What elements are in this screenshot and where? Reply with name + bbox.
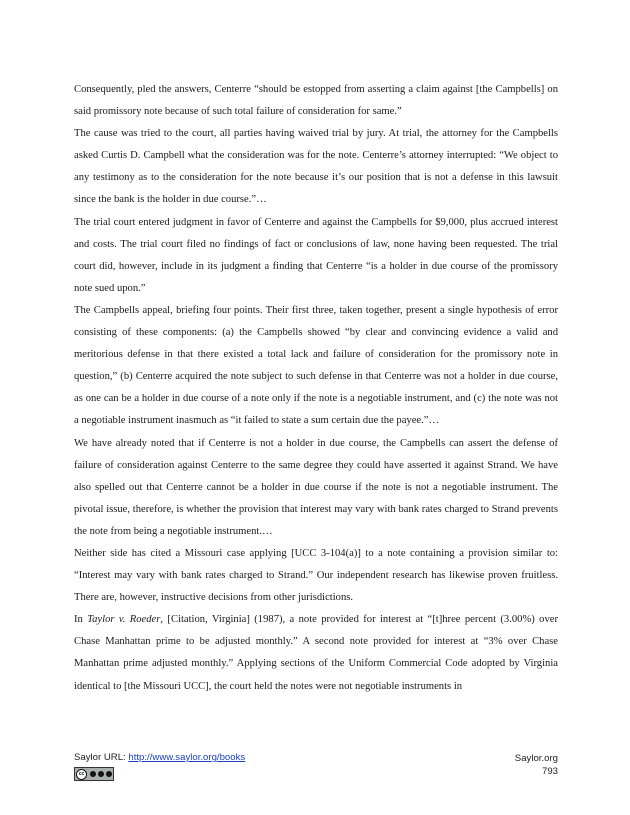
paragraph-1: Consequently, pled the answers, Centerre “should be estopped from asserting a claim against [the Campbells] on said promissory note because of such total failure of consideration for same.” [74,84,558,118]
paragraph-3: The trial court entered judgment in favor of Centerre and against the Campbells for $9,000, plus accrued interest and costs. The trial court filed no findings of fact or conclusions of law, none having been requested. The trial court did, however, include in its judgment a finding that Centerre “is a holder in due course of the promissory note sued upon.” [74,216,558,294]
cc-logo-icon: cc [76,769,87,780]
paragraph-6: Neither side has cited a Missouri case applying [UCC 3-104(a)] to a note containing a provision similar to: “Interest may vary with bank rates charged to Strand.” Our independent research has likewise proven fruitless. There are, however, instructive decisions from other jurisdictions. [74,547,558,604]
cc-license-icon [74,767,114,781]
paragraph-7-text: , [Citation, Virginia] (1987), a note provided for interest at “[t]hree percent (3.00%) over Chase Manhattan prime to be adjusted monthly.” A second note provided for interest at “3% over Chase Manhattan prime adjusted monthly.” Applying sections of the Uniform Commercial Code adopted by Virginia identical to [the Missouri UCC], the court held the notes were not negotiable instruments in [74,614,558,692]
footer-page-info [515,752,558,778]
paragraph-5: We have already noted that if Centerre is not a holder in due course, the Campbells can assert the defense of failure of consideration against Centerre to the same degree they could have asserted it against Strand. We have also spelled out that Centerre cannot be a holder in due course if the note is not a negotiable instrument. The pivotal issue, therefore, is whether the provision that interest may vary with bank rates charged to Strand prevents the note from being a negotiable instrument.… [74,437,558,537]
footer-url-link[interactable]: http://www.saylor.org/books [128,752,246,763]
footer-url-label: Saylor URL: [74,752,129,763]
paragraph-2: The cause was tried to the court, all parties having waived trial by jury. At trial, the attorney for the Campbells asked Curtis D. Campbell what the consideration was for the note. Centerre’s attorney interrupted: “We object to any testimony as to the consideration for the note because it’s our position that is not a defense in this lawsuit since the bank is the holder in due course.”… [74,128,558,206]
nc-icon [98,771,104,777]
by-icon [90,771,96,777]
paragraph-7 [74,609,558,697]
sa-icon [106,771,112,777]
paragraph-4: The Campbells appeal, briefing four points. Their first three, taken together, present a single hypothesis of error consisting of these components: (a) the Campbells showed “by clear and convincing evidence a valid and meritorious defense in that there existed a total lack and failure of consideration for the promissory note in question,” (b) Centerre acquired the note subject to such defense in that Centerre was not a holder in due course, as one can be a holder in due course of a note only if the note is a negotiable instrument, and (c) the note was not a negotiable instrument inasmuch as “it failed to state a sum certain due the payee.”… [74,304,558,427]
footer-source [74,752,245,763]
document-body [74,79,558,698]
page-number: 793 [541,766,558,777]
footer-site: Saylor.org [514,753,558,764]
case-name: Taylor v. Roeder [87,614,161,626]
cc-attribution-icons [90,771,112,777]
paragraph-7-prefix: In [74,614,88,626]
